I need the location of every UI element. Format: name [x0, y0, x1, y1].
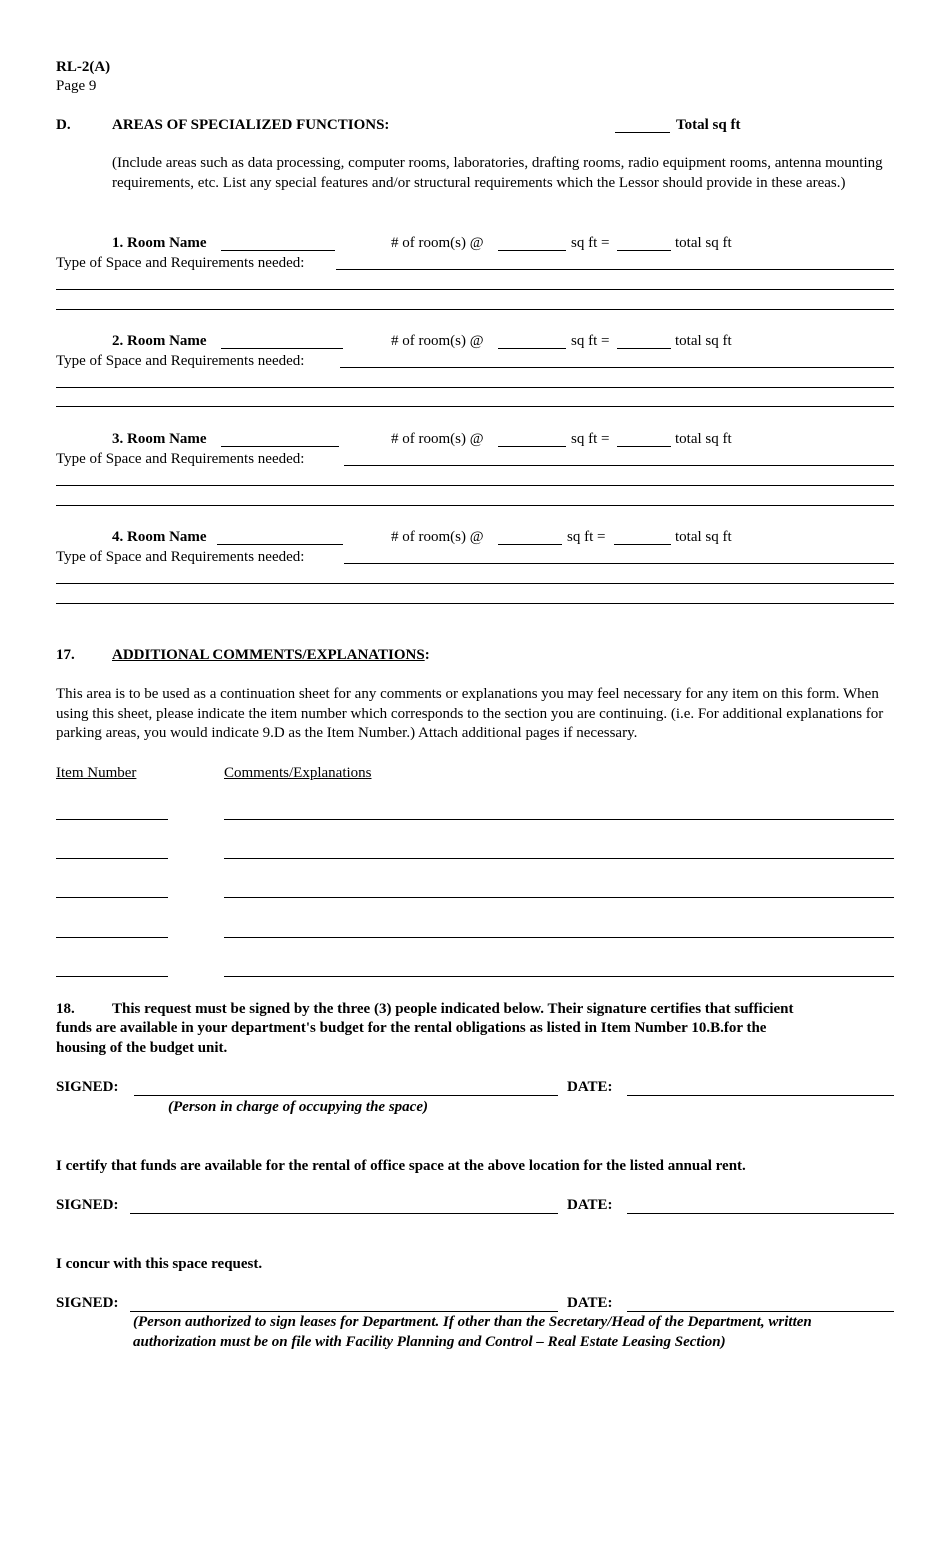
room-4-type-label: Type of Space and Requirements needed:	[56, 549, 305, 565]
section-d-instructions: (Include areas such as data processing, computer rooms, laboratories, drafting rooms, radio equipment rooms, antenna mounting requirements, etc. List any special features and/or structural requirements which the Lessor should provide in these areas.)	[112, 155, 883, 191]
date-2-field[interactable]	[627, 1213, 894, 1214]
signature-3-caption-line2: authorization must be on file with Facility Planning and Control – Real Estate Leasing Section)	[133, 1334, 726, 1350]
room-4-requirements-line[interactable]	[56, 603, 894, 604]
item-number-field[interactable]	[56, 858, 168, 859]
comments-field[interactable]	[224, 819, 894, 820]
room-4-total-field[interactable]	[614, 544, 671, 545]
date-3-field[interactable]	[627, 1311, 894, 1312]
form-id: RL-2(A)	[56, 59, 111, 75]
room-1-requirements-line[interactable]	[56, 289, 894, 290]
comments-field[interactable]	[224, 976, 894, 977]
room-4-count-field[interactable]	[498, 544, 562, 545]
room-1-count-label: # of room(s) @	[391, 235, 484, 251]
room-4-requirements-line[interactable]	[56, 583, 894, 584]
room-3-label: 3. Room Name	[112, 431, 207, 447]
room-2-requirements-line[interactable]	[56, 387, 894, 388]
section-17-number: 17.	[56, 647, 75, 663]
room-2-sqft-label: sq ft =	[571, 333, 610, 349]
section-d-letter: D.	[56, 117, 71, 133]
room-3-type-label: Type of Space and Requirements needed:	[56, 451, 305, 467]
room-2-requirements-line[interactable]	[56, 406, 894, 407]
room-2-total-label: total sq ft	[675, 333, 732, 349]
room-4-total-label: total sq ft	[675, 529, 732, 545]
room-2-total-field[interactable]	[617, 348, 671, 349]
room-2-type-label: Type of Space and Requirements needed:	[56, 353, 305, 369]
room-3-requirements-line[interactable]	[344, 465, 894, 466]
room-1-type-label: Type of Space and Requirements needed:	[56, 255, 305, 271]
room-1-requirements-line[interactable]	[336, 269, 894, 270]
date-label: DATE:	[567, 1079, 613, 1095]
comments-field[interactable]	[224, 937, 894, 938]
comments-field[interactable]	[224, 858, 894, 859]
signature-1-caption: (Person in charge of occupying the space)	[168, 1099, 428, 1115]
concur-text: I concur with this space request.	[56, 1256, 263, 1272]
date-label: DATE:	[567, 1197, 613, 1213]
room-3-total-label: total sq ft	[675, 431, 732, 447]
room-1-total-label: total sq ft	[675, 235, 732, 251]
room-2-requirements-line[interactable]	[340, 367, 894, 368]
section-18-text-line1: This request must be signed by the three (3) people indicated below. Their signature certifies that sufficient	[112, 1001, 794, 1017]
room-4-name-field[interactable]	[217, 544, 343, 545]
room-4-count-label: # of room(s) @	[391, 529, 484, 545]
signed-label: SIGNED:	[56, 1197, 119, 1213]
room-1-label: 1. Room Name	[112, 235, 207, 251]
section-17-body: This area is to be used as a continuation sheet for any comments or explanations you may feel necessary for any item on this form. When using this sheet, please indicate the item number which corresponds to the section you are continuing. (i.e. For additional explanations for parking areas, you would indicate 9.D as the Item Number.) Attach additional pages if necessary.	[56, 686, 884, 741]
room-3-sqft-label: sq ft =	[571, 431, 610, 447]
room-1-name-field[interactable]	[221, 250, 335, 251]
certify-text: I certify that funds are available for the rental of office space at the above location for the listed annual rent.	[56, 1158, 746, 1174]
comments-header: Comments/Explanations	[224, 765, 372, 781]
section-18-text-line3: housing of the budget unit.	[56, 1040, 228, 1056]
room-3-total-field[interactable]	[617, 446, 671, 447]
room-2-count-label: # of room(s) @	[391, 333, 484, 349]
section-17-heading	[112, 646, 430, 664]
room-2-label: 2. Room Name	[112, 333, 207, 349]
item-number-field[interactable]	[56, 897, 168, 898]
signed-label: SIGNED:	[56, 1079, 119, 1095]
room-1-total-field[interactable]	[617, 250, 671, 251]
item-number-header: Item Number	[56, 765, 137, 781]
item-number-field[interactable]	[56, 819, 168, 820]
section-18-number: 18.	[56, 1001, 75, 1017]
signature-3-caption-line1: (Person authorized to sign leases for Department. If other than the Secretary/Head of the Department, written	[133, 1314, 812, 1330]
room-3-count-label: # of room(s) @	[391, 431, 484, 447]
section-17-colon: :	[424, 647, 430, 663]
signature-2-field[interactable]	[130, 1213, 558, 1214]
room-3-count-field[interactable]	[498, 446, 566, 447]
room-1-sqft-label: sq ft =	[571, 235, 610, 251]
room-1-count-field[interactable]	[498, 250, 566, 251]
item-number-field[interactable]	[56, 976, 168, 977]
room-2-count-field[interactable]	[498, 348, 566, 349]
signed-label: SIGNED:	[56, 1295, 119, 1311]
room-1-requirements-line[interactable]	[56, 309, 894, 310]
comments-field[interactable]	[224, 897, 894, 898]
room-3-requirements-line[interactable]	[56, 505, 894, 506]
room-3-name-field[interactable]	[221, 446, 339, 447]
page-number: Page 9	[56, 78, 97, 94]
total-sqft-label: Total sq ft	[676, 117, 741, 133]
item-number-field[interactable]	[56, 937, 168, 938]
room-2-name-field[interactable]	[221, 348, 343, 349]
room-4-label: 4. Room Name	[112, 529, 207, 545]
date-label: DATE:	[567, 1295, 613, 1311]
section-18-text-line2: funds are available in your department's budget for the rental obligations as listed in Item Number 10.B.for the	[56, 1020, 767, 1036]
section-17-title: ADDITIONAL COMMENTS/EXPLANATIONS	[112, 647, 425, 663]
total-sqft-field[interactable]	[615, 132, 670, 133]
signature-1-field[interactable]	[134, 1095, 558, 1096]
room-4-sqft-label: sq ft =	[567, 529, 606, 545]
signature-3-field[interactable]	[130, 1311, 558, 1312]
room-4-requirements-line[interactable]	[344, 563, 894, 564]
date-1-field[interactable]	[627, 1095, 894, 1096]
room-3-requirements-line[interactable]	[56, 485, 894, 486]
section-d-title: AREAS OF SPECIALIZED FUNCTIONS:	[112, 117, 390, 133]
